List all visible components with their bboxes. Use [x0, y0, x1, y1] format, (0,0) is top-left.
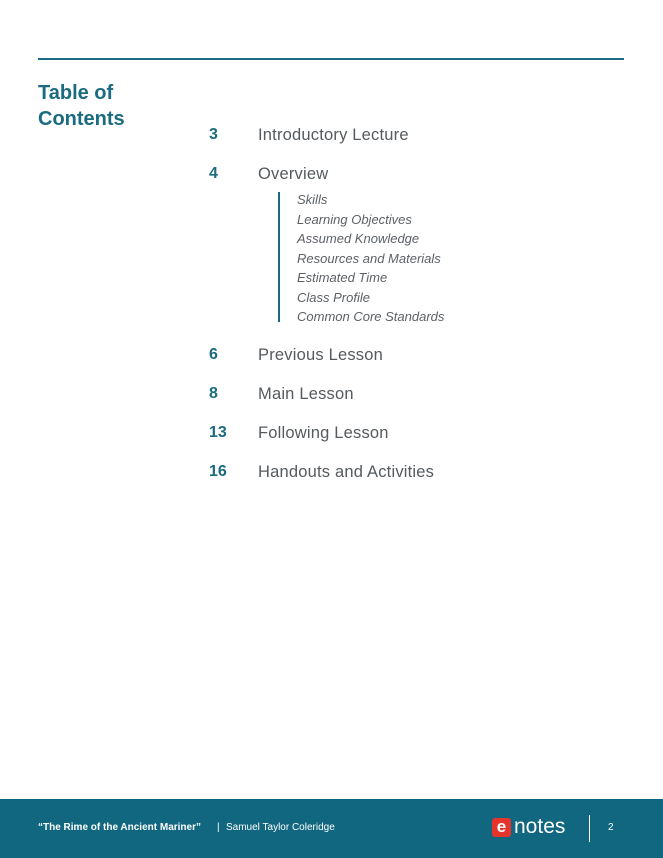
footer-author: Samuel Taylor Coleridge [226, 822, 335, 833]
logo-e-icon: e [492, 818, 511, 837]
toc-page-number: 3 [209, 126, 218, 143]
subitem-assumed-knowledge[interactable]: Assumed Knowledge [297, 231, 420, 246]
page-footer [0, 799, 663, 858]
toc-page-number: 8 [209, 385, 218, 402]
subitem-estimated-time[interactable]: Estimated Time [297, 270, 388, 285]
toc-heading: Table of Contents [38, 82, 125, 130]
logo-wordmark: notes [514, 815, 566, 838]
header-rule [38, 58, 624, 60]
toc-entry-title: Following Lesson [258, 424, 389, 442]
overview-subitems [297, 190, 444, 327]
toc-page-number: 16 [209, 463, 227, 480]
toc-entry-title: Main Lesson [258, 385, 354, 403]
subitem-resources-and-materials[interactable]: Resources and Materials [297, 250, 441, 266]
footer-separator: | [217, 822, 220, 833]
subitem-skills[interactable]: Skills [297, 192, 328, 207]
toc-page-number: 6 [209, 346, 218, 363]
toc-entry-title: Previous Lesson [258, 346, 383, 364]
toc-page-number: 13 [209, 424, 227, 441]
footer-divider [589, 815, 590, 842]
toc-entry-title: Overview [258, 165, 329, 183]
page-number: 2 [608, 822, 614, 833]
toc-entry-title: Handouts and Activities [258, 463, 435, 481]
toc-entry-title: Introductory Lecture [258, 126, 409, 144]
subitem-learning-objectives[interactable]: Learning Objectives [297, 211, 412, 227]
footer-work-title: “The Rime of the Ancient Mariner” [38, 822, 201, 833]
subitem-common-core-standards[interactable]: Common Core Standards [297, 309, 445, 324]
overview-subitems-rule [278, 192, 280, 322]
subitem-class-profile[interactable]: Class Profile [297, 289, 370, 305]
toc-page-number: 4 [209, 165, 218, 182]
